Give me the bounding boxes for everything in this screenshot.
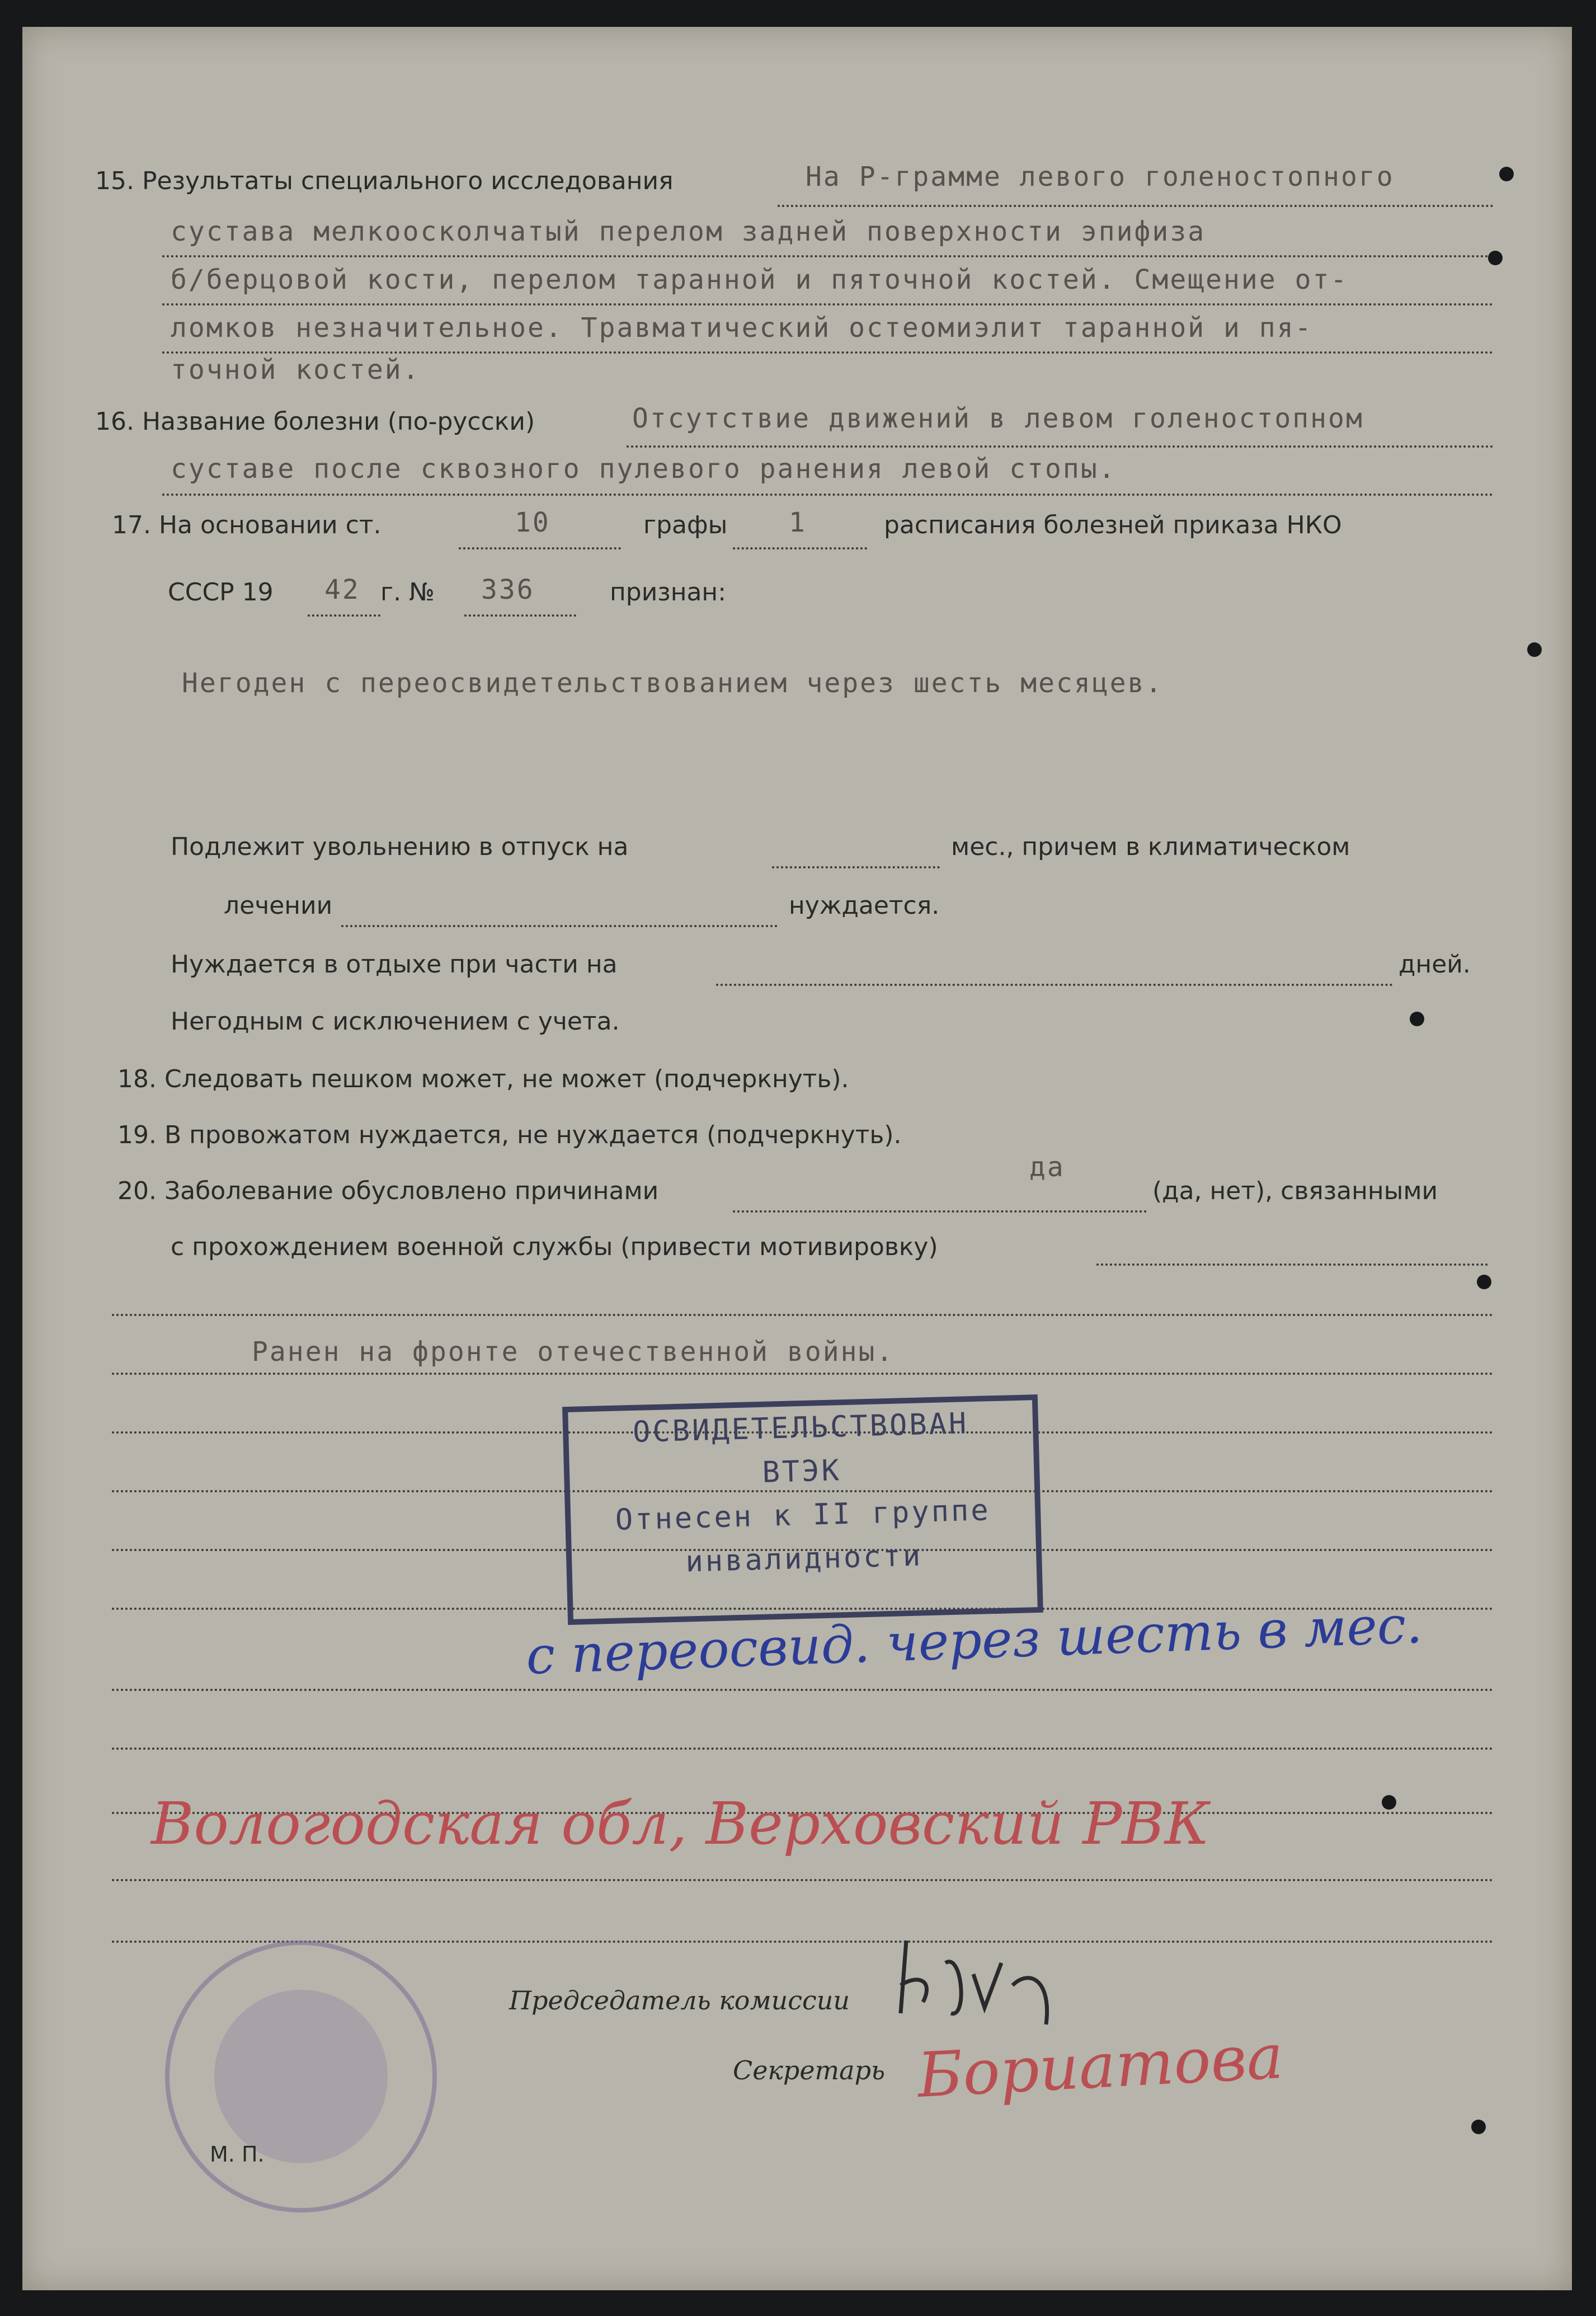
item17-article: 10 [515, 507, 550, 538]
punch-hole [1477, 1275, 1491, 1289]
dotted-line [733, 1210, 1147, 1213]
secretary-signature: Бориатова [916, 2020, 1285, 2112]
dotted-line [464, 614, 576, 617]
dotted-line [627, 445, 1494, 448]
stamp-line: ОСВИДЕТЕЛЬСТВОВАН [632, 1407, 969, 1449]
item17-order: 336 [481, 574, 535, 605]
document-sheet [22, 27, 1572, 2290]
item16-label: 16. Название болезни (по-русски) [95, 407, 535, 436]
punch-hole [1499, 167, 1514, 181]
seal-emblem [214, 1990, 388, 2163]
item15-result-line: б/берцовой кости, перелом таранной и пяточной костей. Смещение от- [171, 264, 1349, 295]
punch-hole [1488, 251, 1503, 265]
round-seal [165, 1941, 437, 2212]
chairman-signature [884, 1929, 1085, 2030]
item20-text: (да, нет), связанными [1152, 1177, 1438, 1205]
dotted-line [716, 984, 1393, 986]
item15-result-line: ломков незначительное. Травматический остеомиэлит таранной и пя- [171, 312, 1313, 344]
dotted-line [772, 866, 940, 868]
item17-text: 17. На основании ст. [112, 511, 382, 539]
leave-text: Нуждается в отдыхе при части на [171, 950, 618, 979]
vtek-stamp [562, 1394, 1043, 1625]
item17-text: графы [643, 511, 728, 539]
item17-verdict: Негоден с переосвидетельствованием через шесть месяцев. [182, 668, 1164, 699]
leave-text: дней. [1399, 950, 1471, 979]
stamp-line: ВТЭК [761, 1454, 842, 1490]
dotted-line [112, 1747, 1494, 1750]
item16-diagnosis-line: суставе после сквозного пулевого ранения левой стопы. [171, 453, 1117, 485]
item15-result-line: сустава мелкоосколчатый перелом задней поверхности эпифиза [171, 216, 1206, 247]
dotted-line [162, 494, 1494, 496]
seal-place-mark: М. П. [210, 2142, 265, 2167]
leave-text: мес., причем в климатическом [951, 833, 1350, 861]
handwritten-note-red: Вологодская обл, Верховский РВК [151, 1789, 1210, 1858]
handwritten-note-blue: с переосвид. через шесть в мес. [525, 1595, 1424, 1686]
item19: 19. В провожатом нуждается, не нуждается (подчеркнуть). [117, 1121, 902, 1149]
leave-text: лечении [224, 891, 333, 920]
leave-text: нуждается. [789, 891, 940, 920]
dotted-line [459, 547, 621, 549]
punch-hole [1410, 1012, 1424, 1026]
leave-text: Подлежит увольнению в отпуск на [171, 833, 629, 861]
item17-text: признан: [610, 578, 727, 607]
item20-reason: Ранен на фронте отечественной войны. [252, 1336, 894, 1368]
stamp-line: инвалидности [685, 1539, 923, 1579]
dotted-line [162, 303, 1494, 306]
item20-text: 20. Заболевание обусловлено причинами [117, 1177, 659, 1205]
dotted-line [341, 925, 778, 927]
item17-column: 1 [789, 507, 807, 538]
dotted-line [112, 1689, 1494, 1691]
secretary-label: Секретарь [733, 2055, 886, 2085]
punch-hole [1527, 642, 1542, 657]
dotted-line [112, 1314, 1494, 1316]
item15-result-line: точной костей. [171, 354, 421, 386]
chairman-label: Председатель комиссии [509, 1985, 850, 2016]
leave-text: Негодным с исключением с учета. [171, 1007, 620, 1036]
dotted-line [162, 351, 1494, 354]
dotted-line [162, 255, 1494, 257]
item17-text: расписания болезней приказа НКО [884, 511, 1342, 539]
punch-hole [1471, 2120, 1486, 2134]
item17-year: 42 [324, 574, 360, 605]
item17-text: г. № [380, 578, 435, 607]
item18: 18. Следовать пешком может, не может (подчеркнуть). [117, 1065, 849, 1093]
dotted-line [1096, 1263, 1488, 1266]
dotted-line [308, 614, 380, 617]
item17-text: СССР 19 [168, 578, 274, 607]
item20-text: с прохождением военной службы (привести мотивировку) [171, 1233, 938, 1261]
item16-diagnosis-line: Отсутствие движений в левом голеностопном [632, 403, 1364, 434]
stamp-line: Отнесен к II группе [615, 1493, 991, 1537]
dotted-line [778, 205, 1494, 207]
dotted-line [112, 1879, 1494, 1881]
punch-hole [1382, 1795, 1396, 1810]
item15-label: 15. Результаты специального исследования [95, 167, 674, 195]
item20-answer: да [1029, 1152, 1065, 1183]
item15-result-line: На Р-грамме левого голеностопного [806, 161, 1395, 192]
dotted-line [112, 1373, 1494, 1375]
dotted-line [733, 547, 867, 549]
